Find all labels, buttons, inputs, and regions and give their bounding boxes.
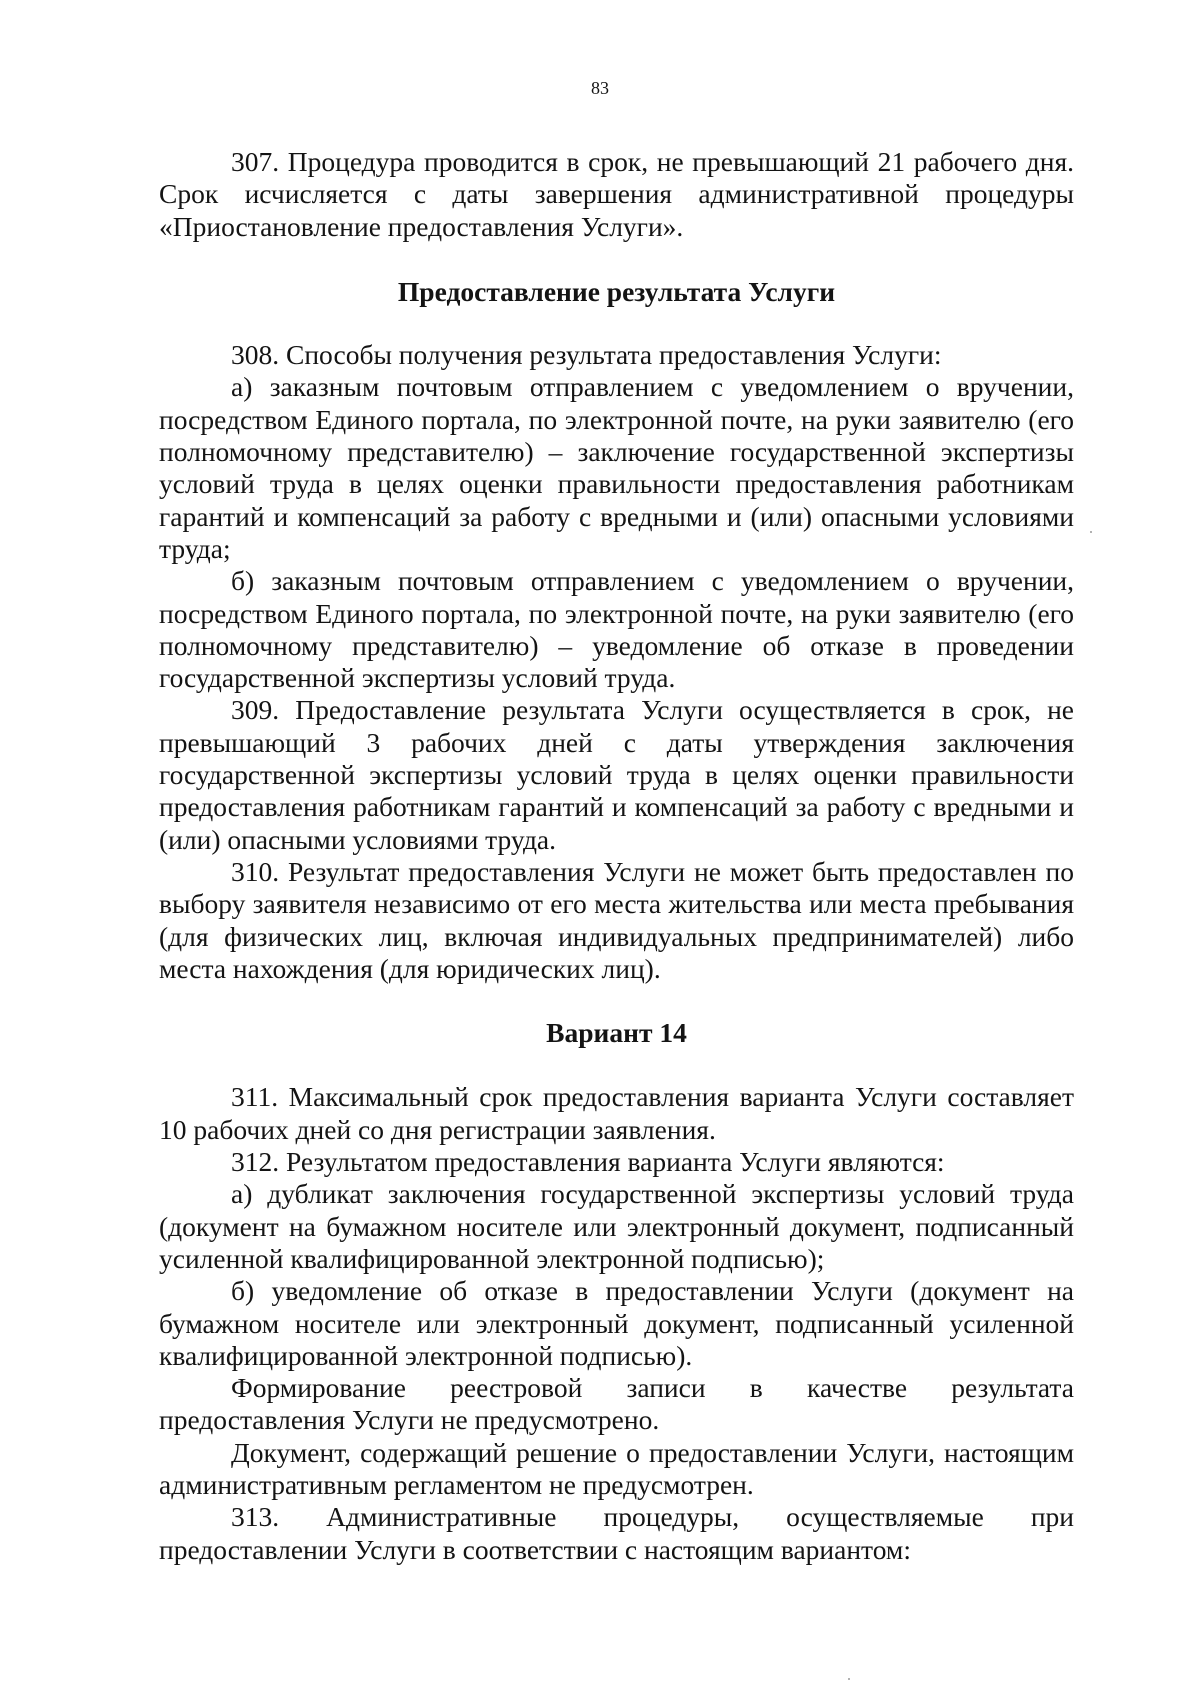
page-number: 83 — [591, 78, 609, 98]
paragraph-308-b: б) заказным почтовым отправлением с уведомлением о вручении, посредством Единого портала, по электронной почте, на руки заявителю (его полномочному представителю) – уведомление об отказе в проведении государственной экспертизы условий труда. — [159, 565, 1074, 694]
paragraph-311: 311. Максимальный срок предоставления варианта Услуги составляет 10 рабочих дней со дня регистрации заявления. — [159, 1081, 1074, 1145]
scan-speck — [848, 1678, 850, 1680]
paragraph-registry-note: Формирование реестровой записи в качестве результата предоставления Услуги не предусмотрено. — [159, 1372, 1074, 1436]
paragraph-309: 309. Предоставление результата Услуги осуществляется в срок, не превышающий 3 рабочих дней с даты утверждения заключения государственной экспертизы условий труда в целях оценки правильности предоставления работникам гарантий и компенсаций за работу с вредными и (или) опасными условиями труда. — [159, 694, 1074, 855]
paragraph-312-a: а) дубликат заключения государственной экспертизы условий труда (документ на бумажном носителе или электронный документ, подписанный усиленной квалифицированной электронной подписью); — [159, 1178, 1074, 1274]
section-heading-result: Предоставление результата Услуги — [397, 275, 836, 307]
paragraph-decision-note: Документ, содержащий решение о предоставлении Услуги, настоящим административным регламентом не предусмотрен. — [159, 1436, 1074, 1500]
scan-speck — [1090, 531, 1092, 533]
paragraph-308-a: а) заказным почтовым отправлением с уведомлением о вручении, посредством Единого портала, по электронной почте, на руки заявителю (его полномочному представителю) – заключение государственной экспертизы условий труда в целях оценки правильности предоставления работникам гарантий и компенсаций за работу с вредными и (или) опасными условиями труда; — [159, 371, 1074, 564]
paragraph-310: 310. Результат предоставления Услуги не может быть предоставлен по выбору заявителя независимо от его места жительства или места пребывания (для физических лиц, включая индивидуальных предпринимателей) либо места нахождения (для юридических лиц). — [159, 855, 1074, 984]
document-body — [159, 146, 1074, 1566]
paragraph-307: 307. Процедура проводится в срок, не превышающий 21 рабочего дня. Срок исчисляется с даты завершения административной процедуры «Приостановление предоставления Услуги». — [159, 146, 1074, 242]
paragraph-313: 313. Административные процедуры, осуществляемые при предоставлении Услуги в соответствии с настоящим вариантом: — [159, 1501, 1074, 1565]
section-heading-variant: Вариант 14 — [546, 1017, 687, 1049]
paragraph-312: 312. Результатом предоставления варианта Услуги являются: — [231, 1146, 945, 1178]
paragraph-312-b: б) уведомление об отказе в предоставлении Услуги (документ на бумажном носителе или электронный документ, подписанный усиленной квалифицированной электронной подписью). — [159, 1275, 1074, 1371]
paragraph-308: 308. Способы получения результата предоставления Услуги: — [231, 339, 942, 371]
